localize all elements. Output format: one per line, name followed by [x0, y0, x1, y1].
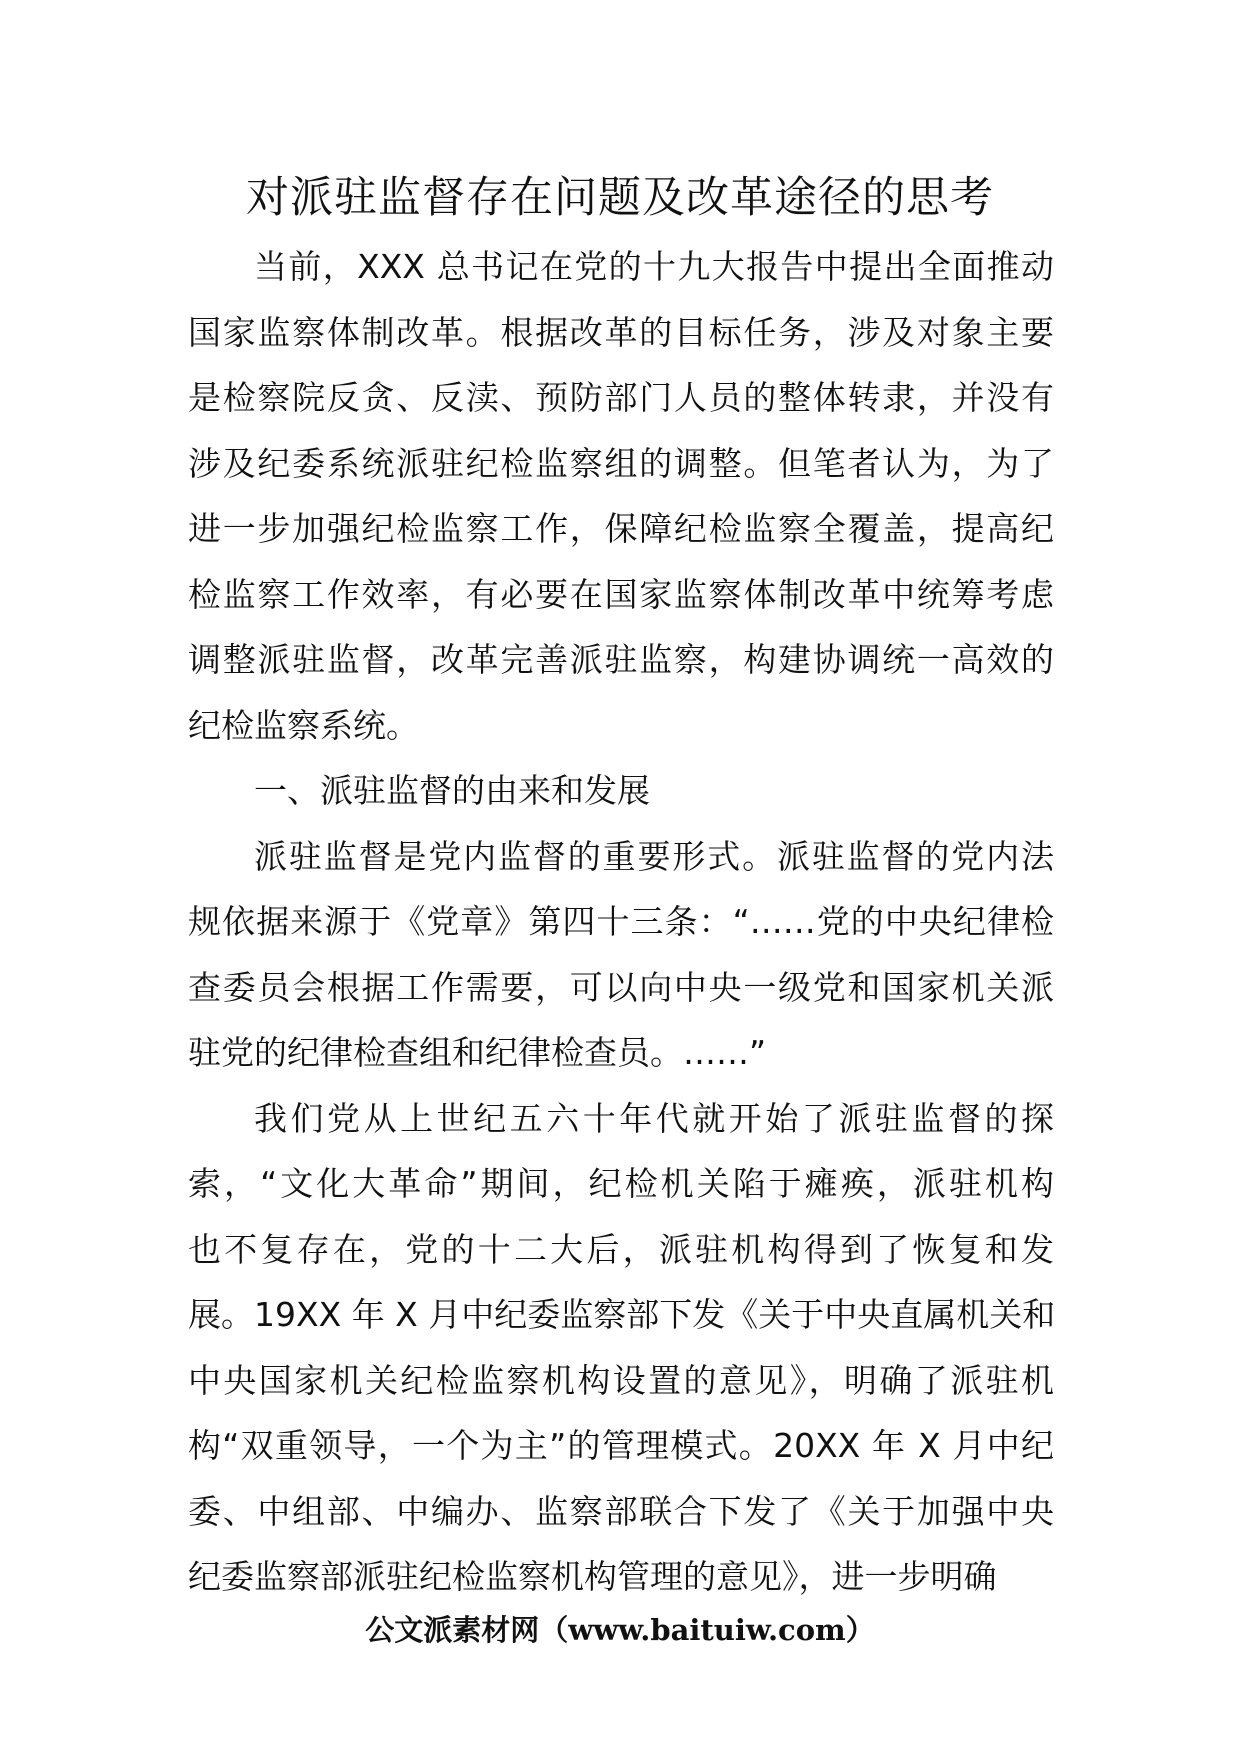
text-line: 派驻监督是党内监督的重要形式。派驻监督的党内法	[254, 836, 1054, 876]
text-line: 调整派驻监督，改革完善派驻监察，构建协调统一高效的	[188, 640, 1054, 679]
document-body	[188, 234, 1054, 1610]
body-paragraph	[188, 234, 1054, 758]
text-line: 规依据来源于《党章》第四十三条：“……党的中央纪律检	[188, 902, 1054, 941]
text-line: 索，“文化大革命”期间，纪检机关陷于瘫痪，派驻机构	[188, 1164, 1054, 1203]
body-paragraph	[188, 824, 1054, 1086]
document-title: 对派驻监督存在问题及改革途径的思考	[246, 173, 994, 223]
text-line: 检监察工作效率，有必要在国家监察体制改革中统筹考虑	[188, 574, 1054, 614]
text-line: 纪委监察部派驻纪检监察机构管理的意见》，进一步明确	[188, 1557, 997, 1596]
footer-watermark: 公文派素材网（www.baituiw.com）	[365, 1613, 875, 1647]
text-line: 查委员会根据工作需要，可以向中央一级党和国家机关派	[188, 967, 1054, 1007]
text-line: 当前，XXX 总书记在党的十九大报告中提出全面推动	[254, 247, 1054, 286]
text-line: 进一步加强纪检监察工作，保障纪检监察全覆盖，提高纪	[188, 509, 1054, 548]
text-line: 国家监察体制改革。根据改革的目标任务，涉及对象主要	[188, 312, 1054, 352]
text-line: 涉及纪委系统派驻纪检监察组的调整。但笔者认为，为了	[188, 443, 1054, 483]
text-line: 也不复存在，党的十二大后，派驻机构得到了恢复和发	[188, 1229, 1054, 1269]
text-line: 委、中组部、中编办、监察部联合下发了《关于加强中央	[188, 1491, 1054, 1531]
section-heading	[188, 758, 1054, 824]
text-line: 构“双重领导，一个为主”的管理模式。20XX 年 X 月中纪	[188, 1426, 1054, 1465]
text-line: 是检察院反贪、反渎、预防部门人员的整体转隶，并没有	[188, 378, 1054, 417]
text-line: 中央国家机关纪检监察机构设置的意见》，明确了派驻机	[188, 1360, 1054, 1400]
body-paragraph	[188, 1086, 1054, 1610]
text-line: 一、派驻监督的由来和发展	[254, 771, 650, 810]
text-line: 我们党从上世纪五六十年代就开始了派驻监督的探	[254, 1098, 1054, 1138]
text-line: 纪检监察系统。	[188, 705, 419, 745]
text-line: 展。19XX 年 X 月中纪委监察部下发《关于中央直属机关和	[188, 1295, 1056, 1334]
text-line: 驻党的纪律检查组和纪律检查员。……”	[188, 1033, 767, 1072]
